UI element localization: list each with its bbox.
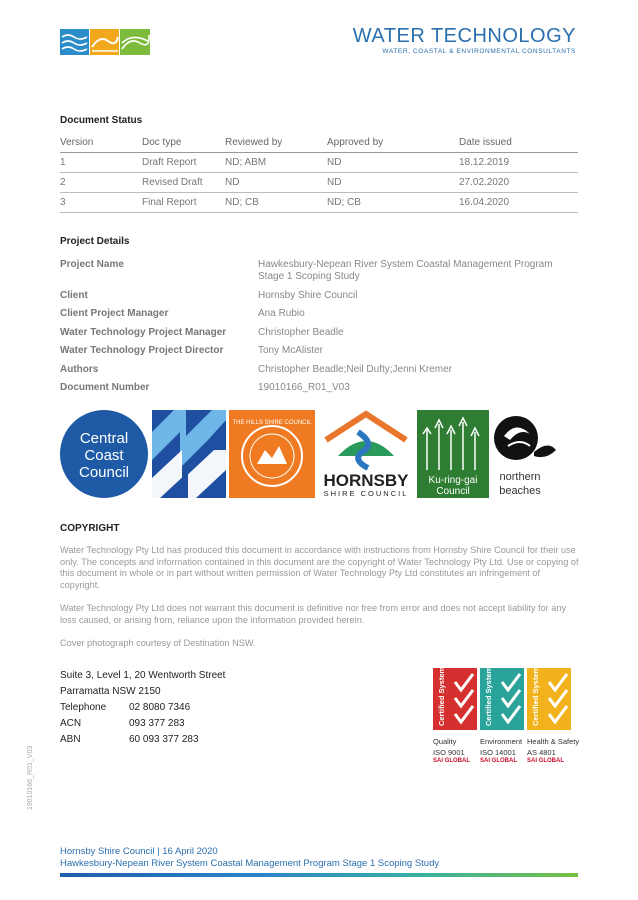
table-cell: 18.12.2019 (459, 153, 578, 173)
address-line: Parramatta NSW 2150 (60, 686, 161, 697)
cert-org: SAI GLOBAL (527, 758, 564, 764)
table-cell: ND; ABM (225, 153, 327, 173)
column-header: Approved by (327, 133, 459, 153)
table-cell: ND (327, 153, 459, 173)
column-header: Reviewed by (225, 133, 327, 153)
detail-value: Christopher Beadle (258, 326, 344, 338)
table-cell: ND; CB (327, 193, 459, 213)
table-cell: Final Report (142, 193, 225, 213)
acn-value: 093 377 283 (129, 718, 185, 729)
copyright-paragraph: Water Technology Pty Ltd has produced this document in accordance with instructions from Hornsby Shire Council for their use only. The concepts and information contained in this document are the copyright of Water Technology Pty Ltd. Use or copying of this document in whole or in part without written permission of Water Technology Pty Ltd constitutes an infringement of copyright. (60, 545, 579, 590)
detail-value: 19010166_R01_V03 (258, 382, 350, 393)
cert-standard: AS 4801 (527, 748, 556, 757)
hornsby-shire-council-logo (318, 410, 414, 498)
acn-row (60, 716, 225, 732)
hills-shire-council-logo (229, 410, 315, 498)
detail-row-client (60, 287, 578, 306)
cert-org: SAI GLOBAL (480, 758, 517, 764)
detail-value: Christopher Beadle;Neil Dufty;Jenni Kremer (258, 363, 452, 375)
telephone-value: 02 8080 7346 (129, 702, 191, 713)
table-row (60, 153, 578, 173)
column-header: Doc type (142, 133, 225, 153)
detail-label: Document Number (60, 382, 150, 393)
photo-credit: Cover photograph courtesy of Destination NSW. (60, 638, 256, 648)
detail-label: Client (60, 289, 88, 301)
detail-label: Authors (60, 363, 99, 375)
project-details-heading: Project Details (60, 236, 130, 247)
table-row (60, 193, 578, 213)
table-cell: 16.04.2020 (459, 193, 578, 213)
telephone-row (60, 700, 225, 716)
certified-system-badge-icon (480, 668, 524, 730)
water-technology-brand (353, 26, 576, 55)
table-cell: 1 (60, 153, 142, 173)
project-details-table (60, 256, 578, 398)
cert-standard: ISO 14001 (480, 748, 516, 757)
brand-tagline: WATER, COASTAL & ENVIRONMENTAL CONSULTANTS (382, 48, 576, 55)
table-cell: Draft Report (142, 153, 225, 173)
northern-beaches-logo (490, 410, 560, 498)
footer-client-date: Hornsby Shire Council | 16 April 2020 (60, 846, 218, 857)
logo-text: Ku-ring-gai (428, 475, 478, 486)
quality-certification (433, 668, 477, 764)
logo-text: Central (79, 430, 129, 447)
table-cell: ND; CB (225, 193, 327, 213)
logo-text: Coast (84, 447, 124, 464)
detail-label: Water Technology Project Manager (60, 326, 227, 338)
logo-text: northern (499, 471, 541, 483)
table-cell: 2 (60, 173, 142, 193)
detail-label: Water Technology Project Director (60, 345, 224, 356)
water-technology-icons-logo (60, 29, 150, 55)
copyright-heading: COPYRIGHT (60, 523, 120, 534)
badge-text: Certified System (531, 668, 540, 726)
abn-label: ABN (60, 734, 81, 745)
logo-text: beaches (499, 485, 541, 497)
detail-value: Hornsby Shire Council (258, 289, 358, 301)
detail-label: Client Project Manager (60, 308, 169, 319)
vertical-document-id: 19010166_R01_V03 (27, 745, 34, 810)
table-row (60, 173, 578, 193)
logo-text: Council (78, 464, 130, 481)
detail-row-wt-director (60, 342, 578, 361)
table-cell: 3 (60, 193, 142, 213)
logo-text: THE HILLS SHIRE COUNCIL (232, 420, 312, 426)
office-address (60, 668, 225, 748)
central-coast-council-logo (60, 410, 150, 498)
badge-text: Certified System (437, 668, 446, 726)
brand-name: WATER TECHNOLOGY (352, 25, 576, 47)
detail-row-doc-number (60, 379, 578, 398)
table-cell: Revised Draft (142, 173, 225, 193)
document-status-table (60, 133, 578, 213)
logo-text: Council (436, 486, 470, 497)
address-line: Suite 3, Level 1, 20 Wentworth Street (60, 670, 226, 681)
detail-value: Ana Rubio (258, 308, 305, 319)
cert-org: SAI GLOBAL (433, 758, 470, 764)
column-header: Date issued (459, 133, 578, 153)
badge-text: Certified System (484, 668, 493, 726)
certified-system-badge-icon (527, 668, 571, 730)
cert-caption: Health & Safety (527, 737, 580, 746)
telephone-label: Telephone (60, 702, 107, 713)
table-header-row (60, 133, 578, 153)
liability-paragraph: Water Technology Pty Ltd does not warrant this document is definitive nor free from error and does not accept liability for any loss caused, or arising from, reliance upon the information provided herein. (60, 603, 567, 625)
health-safety-certification (527, 668, 580, 764)
detail-value: Hawkesbury-Nepean River System Coastal Management Program Stage 1 Scoping Study (258, 259, 553, 282)
table-cell: ND (225, 173, 327, 193)
abn-value: 60 093 377 283 (129, 734, 199, 745)
certified-system-badge-icon (433, 668, 477, 730)
river-council-logo (152, 410, 226, 498)
detail-row-authors (60, 361, 578, 380)
cert-caption: Environment (480, 737, 523, 746)
cert-caption: Quality (433, 737, 457, 746)
table-cell: ND (327, 173, 459, 193)
footer-project-title: Hawkesbury-Nepean River System Coastal Management Program Stage 1 Scoping Study (60, 858, 440, 869)
detail-row-project-name (60, 256, 578, 287)
ku-ring-gai-council-logo (417, 410, 489, 498)
column-header: Version (60, 133, 142, 153)
acn-label: ACN (60, 718, 82, 729)
cert-standard: ISO 9001 (433, 748, 465, 757)
abn-row (60, 732, 225, 748)
logo-text: HORNSBY (323, 471, 409, 490)
footer-gradient-bar (60, 873, 578, 877)
document-status-heading: Document Status (60, 115, 143, 126)
environment-certification (480, 668, 524, 764)
logo-text: SHIRE COUNCIL (323, 489, 409, 498)
page-footer (60, 846, 439, 870)
detail-row-wt-pm (60, 324, 578, 343)
detail-label: Project Name (60, 259, 124, 270)
detail-value: Tony McAlister (258, 345, 324, 356)
table-cell: 27.02.2020 (459, 173, 578, 193)
detail-row-client-pm (60, 305, 578, 324)
